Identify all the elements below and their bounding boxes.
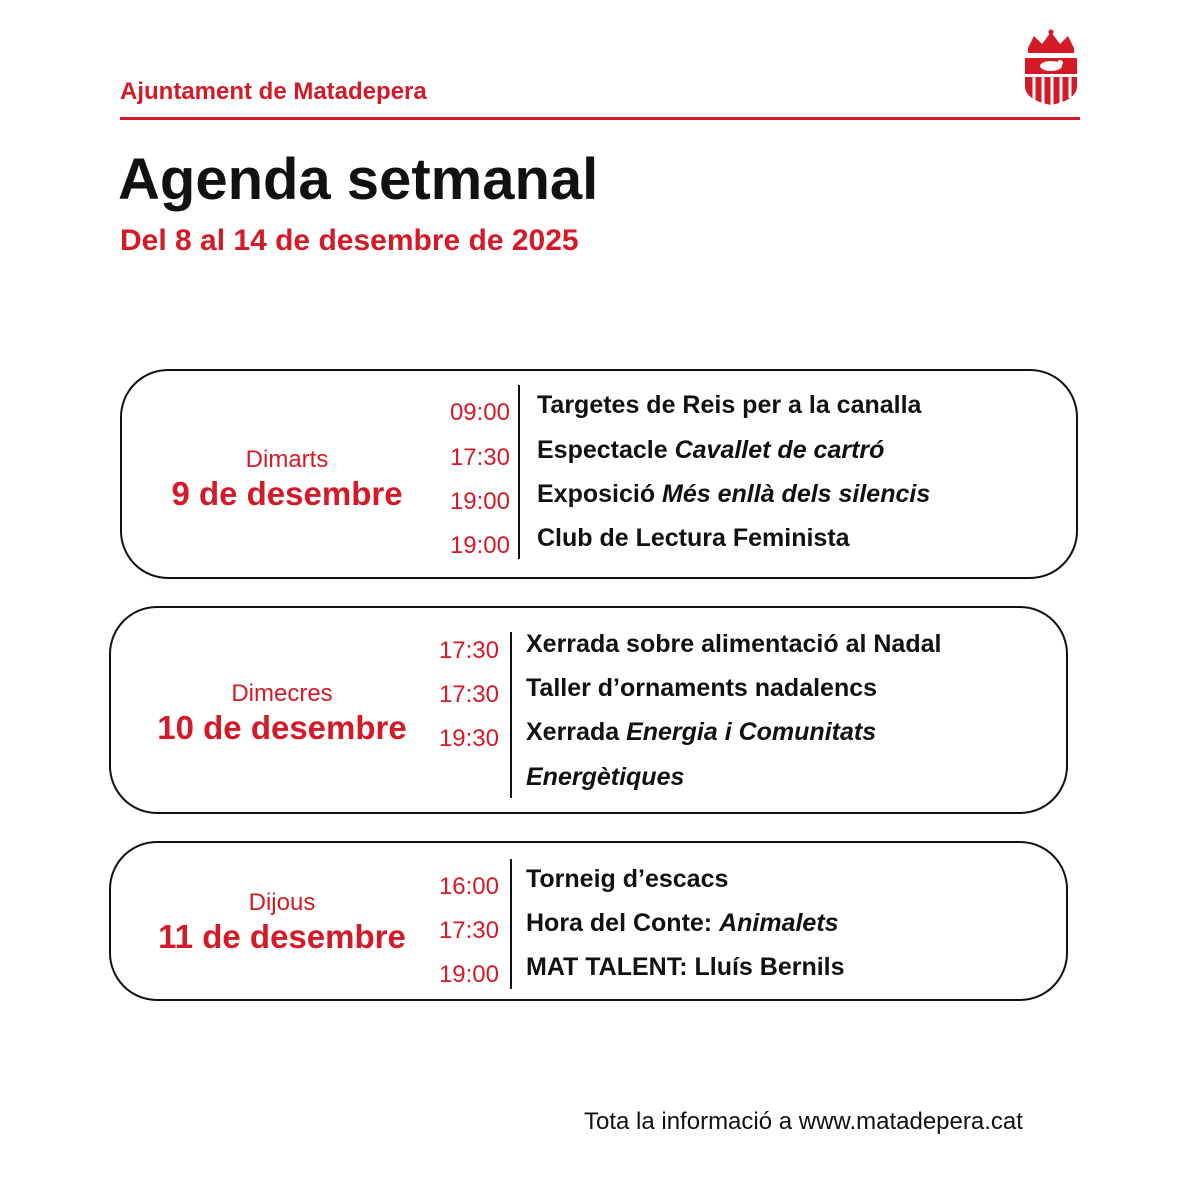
event-title: Torneig d’escacs xyxy=(526,865,729,893)
event-time: 17:30 xyxy=(438,637,499,664)
event-time: 16:00 xyxy=(438,873,499,900)
event-time: 09:00 xyxy=(449,399,510,426)
weekday: Dimarts xyxy=(245,446,329,473)
day-label xyxy=(131,680,433,748)
event-time: 19:00 xyxy=(449,532,510,559)
weekday: Dijous xyxy=(248,889,316,916)
day-date: 11 de desembre xyxy=(158,918,406,955)
event-time: 17:30 xyxy=(449,444,510,471)
day-label xyxy=(131,889,433,957)
timeline-divider xyxy=(510,632,512,798)
event-title: MAT TALENT: Lluís Bernils xyxy=(526,953,845,981)
event-title: Targetes de Reis per a la canalla xyxy=(537,391,922,419)
coat-of-arms-icon xyxy=(1020,28,1082,106)
timeline-divider xyxy=(510,859,512,989)
event-title-continuation: Energètiques xyxy=(526,763,685,791)
event-title: Hora del Conte: Animalets xyxy=(526,909,839,937)
footer-info: Tota la informació a www.matadepera.cat xyxy=(584,1108,1023,1135)
header-divider xyxy=(120,117,1080,120)
page-title: Agenda setmanal xyxy=(118,147,599,212)
event-title: Exposició Més enllà dels silencis xyxy=(537,480,931,508)
event-time: 17:30 xyxy=(438,681,499,708)
event-title: Taller d’ornaments nadalencs xyxy=(526,674,878,702)
date-range-subtitle: Del 8 al 14 de desembre de 2025 xyxy=(120,224,579,257)
day-card-thursday xyxy=(109,841,1068,1001)
event-time: 19:30 xyxy=(438,725,499,752)
day-card-tuesday xyxy=(120,369,1078,579)
event-time: 17:30 xyxy=(438,917,499,944)
event-title: Club de Lectura Feminista xyxy=(537,524,850,552)
day-date: 9 de desembre xyxy=(171,475,403,512)
event-time: 19:00 xyxy=(438,961,499,988)
event-title: Espectacle Cavallet de cartró xyxy=(537,436,885,464)
event-time: 19:00 xyxy=(449,488,510,515)
day-card-wednesday xyxy=(109,606,1068,814)
day-label xyxy=(142,446,432,514)
day-date: 10 de desembre xyxy=(157,709,407,746)
timeline-divider xyxy=(518,385,520,559)
event-title: Xerrada sobre alimentació al Nadal xyxy=(526,630,942,658)
organization-name: Ajuntament de Matadepera xyxy=(120,78,427,105)
weekday: Dimecres xyxy=(231,680,333,707)
event-title: Xerrada Energia i Comunitats xyxy=(526,718,877,746)
